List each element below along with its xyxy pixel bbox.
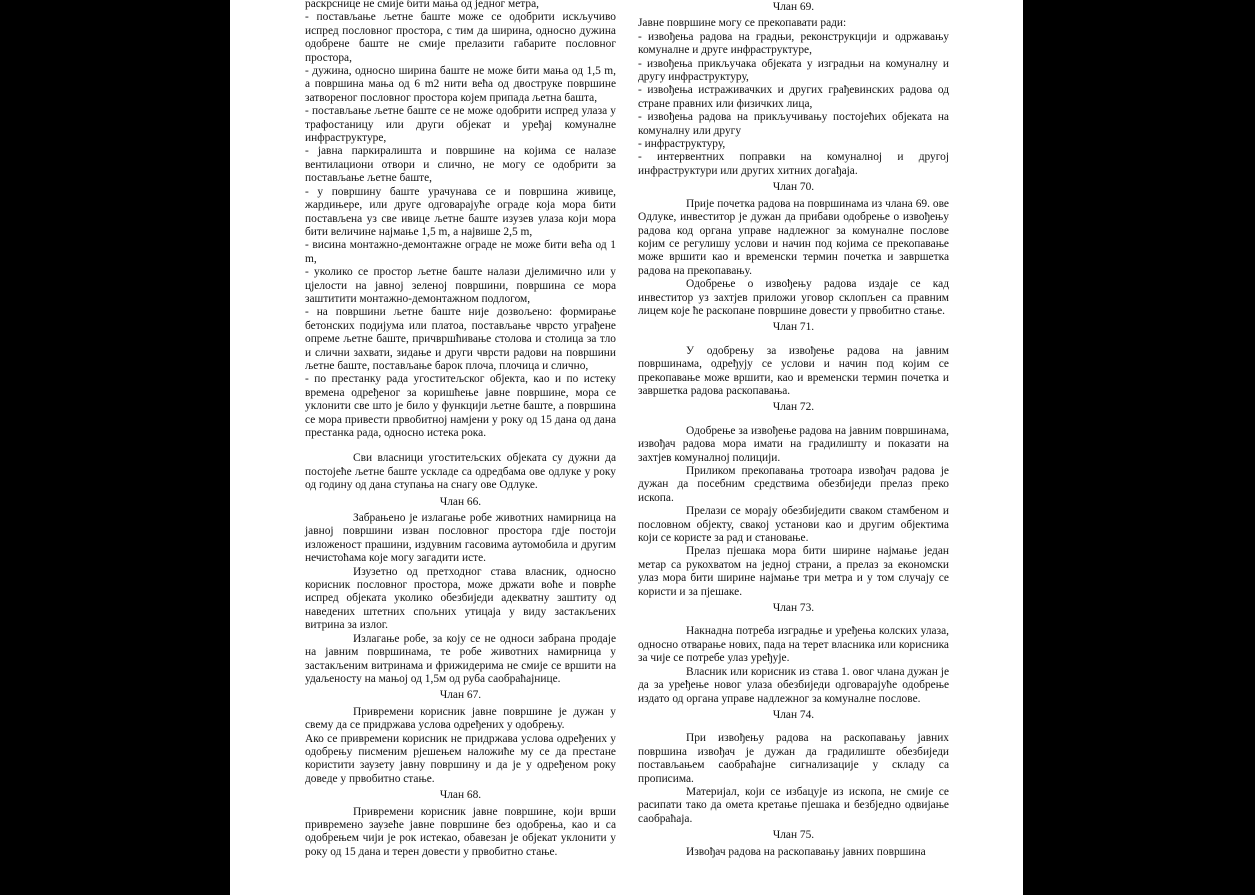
article-heading: Члан 75. bbox=[772, 829, 815, 842]
paragraph: - по престанку рада угоститељског објекта, као и по истеку времена одређеног за коришћење јавне површине, мора се уклонити све што је било у функцији љетне баште, а површина се мора привести првобитној намјени у року од 15 дана од дана престанка рада, односно истека рока. bbox=[305, 373, 616, 439]
paragraph: - уколико се простор љетне баште налази дјелимично или у цјелости на јавној зеленој површини, површина се мора заштитити монтажно-демонтажном подлогом, bbox=[305, 266, 616, 305]
paragraph: - извођења прикључака објеката у изградњи на комуналну и другу инфраструктуру, bbox=[638, 57, 949, 84]
paragraph: Одобрење за извођење радова на јавним површинама, извођач радова мора имати на градилишту и показати на захтјев комуналној полицији. bbox=[638, 424, 949, 464]
paragraph: Одобрење о извођењу радова издаје се кад инвеститор уз захтјев приложи уговор склопљен са правним лицем које ће раскопане површине довести у првобитно стање. bbox=[638, 278, 949, 317]
paragraph: раскрснице не смије бити мања од једног метра, bbox=[305, 0, 540, 10]
paragraph: Накнадна потреба изградње и уређења колских улаза, односно отварање нових, пада на терет власника или корисника за чије се потребе улаз уређује. bbox=[638, 625, 949, 665]
article-heading: Члан 71. bbox=[772, 321, 815, 334]
paragraph: - извођења радова на прикључивању постојећих објеката на комуналну или другу bbox=[638, 111, 949, 137]
right-column bbox=[638, 0, 949, 859]
paragraph: - извођења истраживачких и других грађевинских радова од стране правних или физичких лица, bbox=[638, 84, 949, 110]
paragraph: Сви власници угоститељских објеката су дужни да постојеће љетне баште ускладе са одредбама ове одлуке у року од годину од дана ступања на снагу ове Одлуке. bbox=[305, 452, 616, 492]
paragraph: Јавне површине могу се прекопавати ради: bbox=[638, 17, 847, 30]
paragraph: У одобрењу за извођење радова на јавним површинама, одређују се услови и начин под којим се прекопавање може вршити, као и временски термин почетка и завршетка радова раскопавања. bbox=[638, 344, 949, 397]
paragraph: Привремени корисник јавне површине је дужан у свему да се придржава услова одређених у одобрењу. bbox=[305, 705, 616, 732]
paragraph: - инфраструктуру, bbox=[638, 138, 726, 151]
paragraph: Приликом прекопавања тротоара извођач радова је дужан да посебним средствима обезбиједи прелаз преко ископа. bbox=[638, 465, 949, 504]
paragraph: Материјал, који се избацује из ископа, не смије се расипати тако да омета кретање пјешака и безбједно одвијање саобраћаја. bbox=[638, 785, 949, 825]
article-heading: Члан 74. bbox=[772, 708, 815, 721]
paragraph: - постављање љетне баште се не може одобрити испред улаза у трафостаницу или други објекат и уређај комуналне инфраструктуре, bbox=[305, 105, 616, 145]
paragraph: Излагање робе, за коју се не односи забрана продаје на јавним површинама, те робе животних намирница у застакљеним витринама и фрижидерима не смије се вршити на удаљеносту на мањој од 1,5м од руба саобраћајнице. bbox=[305, 632, 616, 685]
document-page bbox=[230, 0, 1023, 895]
article-heading: Члан 70. bbox=[772, 181, 815, 194]
article-heading: Члан 68. bbox=[439, 789, 482, 802]
article-heading: Члан 67. bbox=[439, 689, 482, 702]
article-heading: Члан 69. bbox=[772, 1, 815, 13]
paragraph: - постављање љетне баште може се одобрити искључиво испред пословног простора, с тим да ширина, односно дужина одобрене баште не смије прелазити габарите пословног простора, bbox=[305, 11, 616, 64]
paragraph: - на површини љетне баште није дозвољено: формирање бетонских подијума или платоа, постављање чврсто уграђене опреме љетне баште, причвршћивање столова и столица за тло и слични захвати, зидање и други чврсти радови на површини љетне баште, постављање барок плоча, плочица и слично, bbox=[305, 306, 616, 372]
paragraph: Прелаз пјешака мора бити ширине најмање један метар са рукохватом на једној страни, а прелаз за економски улаз мора бити ширине најмање три метра и у том случају се користи и за пјешаке. bbox=[638, 545, 949, 598]
paragraph: Прелази се морају обезбиједити сваком стамбеном и пословном објекту, свакој установи као и другим објектима који се користе за рад и становање. bbox=[638, 505, 949, 545]
paragraph: Ако се привремени корисник не придржава услова одређених у одобрењу писменим рјешењем наложиће му се да престане користити заузету јавну површину и да је у одређеном року доведе у првобитно стање. bbox=[305, 732, 616, 785]
paragraph: Забрањено је излагање робе животних намирница на јавној површини изван пословног простора гдје постоји изложеност прашини, издувним гасовима аутомобила и другим нечистоћама које могу загадити исте. bbox=[305, 512, 616, 565]
left-column bbox=[305, 0, 616, 859]
paragraph: Власник или корисник из става 1. овог члана дужан је да за уређење новог улаза обезбиједи одговарајуће одобрење издато од органа управе надлежног за комуналне послове. bbox=[638, 665, 949, 705]
paragraph: Прије почетка радова на површинама из члана 69. ове Одлуке, инвеститор је дужан да прибави одобрење о извођењу радова код органа управе надлежног за комуналне послове којим се регулишу услови и начин под којима се прекопавање може вршити као и временски термин почетка и завршетка радова на прекопавању. bbox=[638, 197, 949, 277]
paragraph: - извођења радова на градњи, реконструкцији и одржавању комуналне и друге инфраструктуре, bbox=[638, 30, 949, 57]
article-heading: Члан 66. bbox=[439, 495, 482, 508]
article-heading: Члан 73. bbox=[772, 602, 815, 615]
paragraph: Изузетно од претходног става власник, односно корисник пословног простора, може држати воће и поврће испред објеката уколико обезбиједи адекватну заштиту од наведених штетних спољних утицаја у виду застакљених витрина за излог. bbox=[305, 565, 616, 632]
paragraph: - јавна паркиралишта и површине на којима се налазе вентилациони отвори и слично, не могу се одобрити за постављање љетне баште, bbox=[305, 145, 616, 185]
paragraph: - висина монтажно-демонтажне ограде не може бити већа од 1 m, bbox=[305, 239, 616, 265]
paragraph: Извођач радова на раскопавању јавних површина bbox=[686, 845, 926, 858]
paragraph: - у површину баште урачунава се и површина живице, жардињере, или друге одговарајуће ограде која мора бити постављена уз све ивице љетне баште изузев улаза који мора бити величине најмање 1,5 m, а највише 2,5 m, bbox=[305, 185, 616, 238]
paragraph: Привремени корисник јавне површине, који врши привремено заузеће јавне површине без одобрења, као и са одобрењем чији је рок истекао, обавезан је објекат уклонити у року од 15 дана и терен довести у првобитно стање. bbox=[305, 805, 616, 858]
paragraph: - интервентних поправки на комуналној и другој инфраструктури или других хитних догађаја. bbox=[638, 151, 949, 177]
paragraph: - дужина, односно ширина баште не може бити мања од 1,5 m, а површина мања од 6 m2 нити већа од двоструке површине затвореног пословног простора којем припада љетна башта, bbox=[305, 65, 616, 104]
article-heading: Члан 72. bbox=[772, 401, 815, 414]
paragraph: При извођењу радова на раскопавању јавних површина извођач је дужан да градилиште обезбиједи постављањем саобраћајне сигнализације у складу са прописима. bbox=[638, 732, 949, 785]
